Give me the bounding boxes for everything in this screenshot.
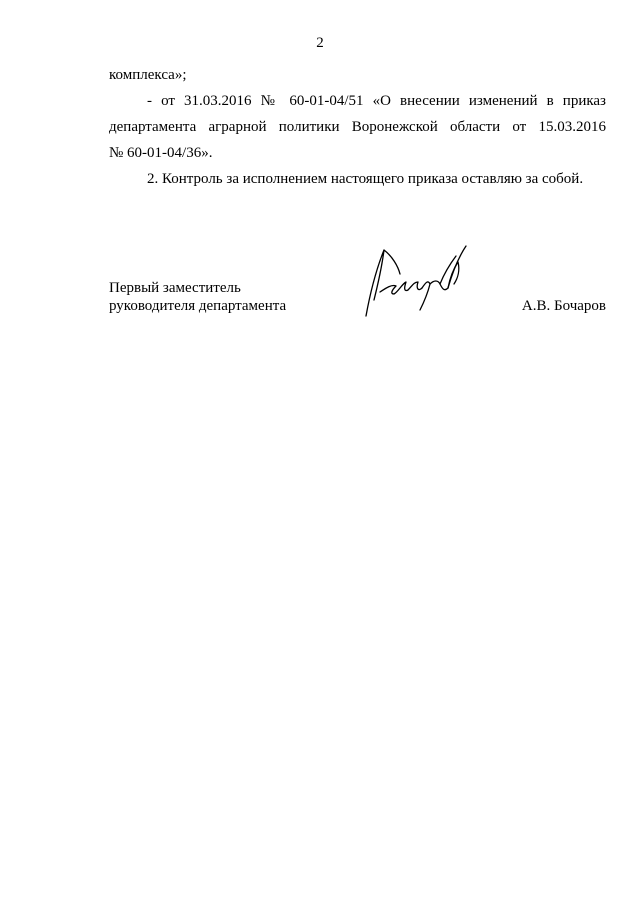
page-number: 2: [316, 35, 324, 51]
position-line-2: руководителя департамента: [109, 298, 287, 314]
signer-name: А.В. Бочаров: [521, 298, 606, 314]
position-line-1: Первый заместитель: [109, 280, 241, 296]
list-item-line-3: № 60-01-04/36».: [109, 145, 213, 161]
handwritten-signature: [362, 244, 474, 324]
paragraph-point-2: 2. Контроль за исполнением настоящего приказа оставляю за собой.: [147, 171, 584, 187]
paragraph-continuation: комплекса»;: [109, 67, 187, 83]
list-item-line-2: департамента аграрной политики Воронежской области от 15.03.2016: [109, 119, 606, 135]
document-body: [109, 62, 606, 192]
signatory-position: [109, 279, 286, 315]
list-item-line-1: - от 31.03.2016 № 60-01-04/51 «О внесении изменений в приказ: [147, 93, 606, 109]
